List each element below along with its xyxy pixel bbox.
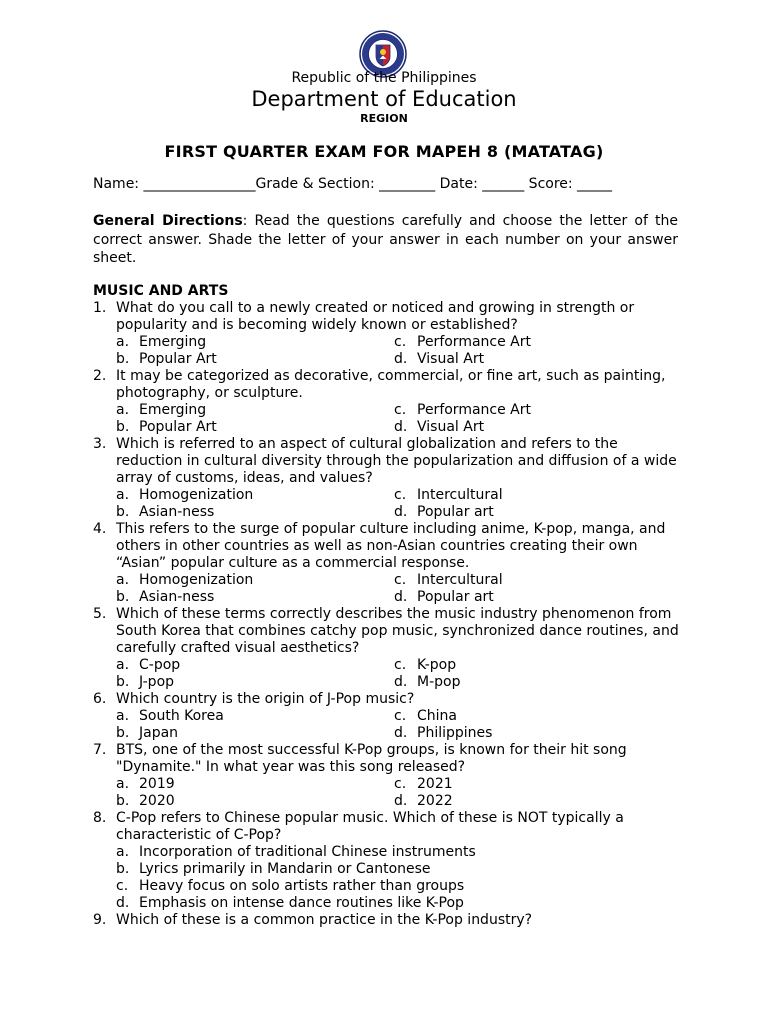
option-letter: d. xyxy=(394,725,408,741)
option-letter: c. xyxy=(394,572,407,588)
general-directions xyxy=(93,212,678,268)
option-letter: c. xyxy=(394,402,407,418)
option-letter: b. xyxy=(116,674,130,690)
section-title: MUSIC AND ARTS xyxy=(93,283,229,299)
department-heading: Department of Education xyxy=(251,87,517,111)
option-letter: a. xyxy=(116,708,130,724)
option-label: Popular art xyxy=(417,504,494,520)
option-label: 2022 xyxy=(417,793,453,809)
option-label: Emerging xyxy=(139,334,207,350)
answer-option xyxy=(394,504,654,521)
answer-options xyxy=(93,776,683,810)
option-letter: a. xyxy=(116,402,130,418)
answer-option xyxy=(394,674,654,691)
answer-option xyxy=(394,487,654,504)
answer-option xyxy=(116,589,394,606)
answer-option xyxy=(116,402,394,419)
question-text xyxy=(93,742,683,776)
option-letter: a. xyxy=(116,776,130,792)
question-body: It may be categorized as decorative, commercial, or fine art, such as painting, photography, or sculpture. xyxy=(116,368,666,401)
option-letter: d. xyxy=(394,504,408,520)
option-letter: d. xyxy=(394,793,408,809)
answer-option xyxy=(116,572,394,589)
question-body: What do you call to a newly created or noticed and growing in strength or popularity and is becoming widely known or established? xyxy=(116,300,635,333)
answer-option xyxy=(116,793,394,810)
option-label: Japan xyxy=(139,725,179,741)
option-label: Performance Art xyxy=(417,334,531,350)
option-label: Visual Art xyxy=(417,351,485,367)
question-number: 5. xyxy=(93,606,107,622)
option-label: 2021 xyxy=(417,776,453,792)
answer-option xyxy=(394,572,654,589)
answer-option xyxy=(394,776,654,793)
question-body: Which country is the origin of J-Pop music? xyxy=(116,691,415,707)
option-letter: a. xyxy=(116,572,130,588)
question-item xyxy=(93,300,683,368)
answer-option xyxy=(116,861,656,878)
option-label: Heavy focus on solo artists rather than groups xyxy=(139,878,465,894)
answer-option xyxy=(116,895,656,912)
option-label: Lyrics primarily in Mandarin or Cantonese xyxy=(139,861,431,877)
option-label: Popular Art xyxy=(139,419,217,435)
answer-options xyxy=(93,402,683,436)
answer-option xyxy=(394,708,654,725)
question-body: Which of these terms correctly describes the music industry phenomenon from South Korea that combines catchy pop music, synchronized dance routines, and carefully crafted visual aesthetics? xyxy=(116,606,679,656)
option-label: K-pop xyxy=(417,657,457,673)
option-letter: d. xyxy=(394,674,408,690)
answer-option xyxy=(116,844,656,861)
option-label: Popular Art xyxy=(139,351,217,367)
option-letter: c. xyxy=(394,776,407,792)
question-text xyxy=(93,912,683,929)
region-heading: REGION xyxy=(360,112,408,125)
question-number: 6. xyxy=(93,691,107,707)
answer-option xyxy=(116,657,394,674)
answer-option xyxy=(116,776,394,793)
question-text xyxy=(93,368,683,402)
option-label: Asian-ness xyxy=(139,504,215,520)
option-letter: b. xyxy=(116,589,130,605)
question-body: This refers to the surge of popular culture including anime, K-pop, manga, and others in other countries as well as non-Asian countries creating their own “Asian” popular culture as a commercial response. xyxy=(116,521,666,571)
option-label: Asian-ness xyxy=(139,589,215,605)
option-letter: c. xyxy=(394,657,407,673)
question-item xyxy=(93,606,683,691)
answer-option xyxy=(116,725,394,742)
answer-option xyxy=(394,419,654,436)
answer-option xyxy=(116,708,394,725)
directions-text: : Read the questions carefully and choose the letter of the correct answer. Shade the letter of your answer in each number on your answer sheet. xyxy=(93,213,678,266)
option-label: M-pop xyxy=(417,674,461,690)
option-letter: b. xyxy=(116,725,130,741)
option-label: 2019 xyxy=(139,776,175,792)
question-number: 8. xyxy=(93,810,107,826)
option-letter: b. xyxy=(116,861,130,877)
question-item xyxy=(93,436,683,521)
republic-heading: Republic of the Philippines xyxy=(291,70,477,86)
exam-title: FIRST QUARTER EXAM FOR MAPEH 8 (MATATAG) xyxy=(164,142,604,161)
question-body: BTS, one of the most successful K-Pop groups, is known for their hit song "Dynamite." In what year was this song released? xyxy=(116,742,627,775)
option-letter: b. xyxy=(116,504,130,520)
answer-option xyxy=(394,589,654,606)
option-letter: d. xyxy=(394,419,408,435)
directions-label: General Directions xyxy=(93,213,243,229)
question-item xyxy=(93,691,683,742)
option-label: China xyxy=(417,708,457,724)
option-letter: d. xyxy=(394,351,408,367)
question-text xyxy=(93,691,683,708)
answer-options xyxy=(93,572,683,606)
option-letter: c. xyxy=(394,487,407,503)
question-body: C-Pop refers to Chinese popular music. Which of these is NOT typically a characteristic of C-Pop? xyxy=(116,810,624,843)
question-number: 9. xyxy=(93,912,107,928)
student-info-line: Name: ________________Grade & Section: ________ Date: ______ Score: _____ xyxy=(93,176,613,192)
answer-options xyxy=(93,334,683,368)
question-list xyxy=(93,300,683,929)
option-letter: b. xyxy=(116,793,130,809)
question-body: Which is referred to an aspect of cultural globalization and refers to the reduction in cultural diversity through the popularization and diffusion of a wide array of customs, ideas, and values? xyxy=(116,436,677,486)
answer-options xyxy=(93,844,683,912)
answer-option xyxy=(394,351,654,368)
question-number: 2. xyxy=(93,368,107,384)
answer-options xyxy=(93,487,683,521)
option-label: Performance Art xyxy=(417,402,531,418)
answer-option xyxy=(394,334,654,351)
option-label: Emphasis on intense dance routines like K-Pop xyxy=(139,895,464,911)
answer-option xyxy=(116,334,394,351)
answer-option xyxy=(116,674,394,691)
question-item xyxy=(93,521,683,606)
option-letter: a. xyxy=(116,487,130,503)
question-item xyxy=(93,810,683,912)
option-label: Emerging xyxy=(139,402,207,418)
answer-option xyxy=(394,793,654,810)
answer-option xyxy=(116,487,394,504)
option-label: Popular art xyxy=(417,589,494,605)
question-text xyxy=(93,521,683,572)
question-number: 7. xyxy=(93,742,107,758)
answer-option xyxy=(394,725,654,742)
option-letter: d. xyxy=(116,895,130,911)
option-label: 2020 xyxy=(139,793,175,809)
option-label: Visual Art xyxy=(417,419,485,435)
answer-option xyxy=(116,419,394,436)
option-label: J-pop xyxy=(139,674,175,690)
option-label: C-pop xyxy=(139,657,181,673)
option-letter: c. xyxy=(394,708,407,724)
question-text xyxy=(93,300,683,334)
answer-option xyxy=(116,504,394,521)
question-item xyxy=(93,742,683,810)
question-text xyxy=(93,606,683,657)
answer-option xyxy=(394,657,654,674)
answer-options xyxy=(93,708,683,742)
option-label: Intercultural xyxy=(417,572,503,588)
option-label: Homogenization xyxy=(139,487,254,503)
question-number: 3. xyxy=(93,436,107,452)
answer-option xyxy=(394,402,654,419)
option-letter: c. xyxy=(394,334,407,350)
option-letter: c. xyxy=(116,878,129,894)
option-label: Homogenization xyxy=(139,572,254,588)
option-letter: a. xyxy=(116,657,130,673)
question-text xyxy=(93,810,683,844)
answer-options xyxy=(93,657,683,691)
answer-option xyxy=(116,351,394,368)
option-letter: a. xyxy=(116,844,130,860)
question-body: Which of these is a common practice in the K-Pop industry? xyxy=(116,912,533,928)
option-label: Incorporation of traditional Chinese instruments xyxy=(139,844,476,860)
option-letter: d. xyxy=(394,589,408,605)
option-letter: b. xyxy=(116,419,130,435)
question-text xyxy=(93,436,683,487)
option-letter: b. xyxy=(116,351,130,367)
question-number: 1. xyxy=(93,300,107,316)
answer-option xyxy=(116,878,656,895)
question-number: 4. xyxy=(93,521,107,537)
option-label: Intercultural xyxy=(417,487,503,503)
option-label: Philippines xyxy=(417,725,493,741)
option-label: South Korea xyxy=(139,708,224,724)
option-letter: a. xyxy=(116,334,130,350)
question-item xyxy=(93,912,683,929)
question-item xyxy=(93,368,683,436)
